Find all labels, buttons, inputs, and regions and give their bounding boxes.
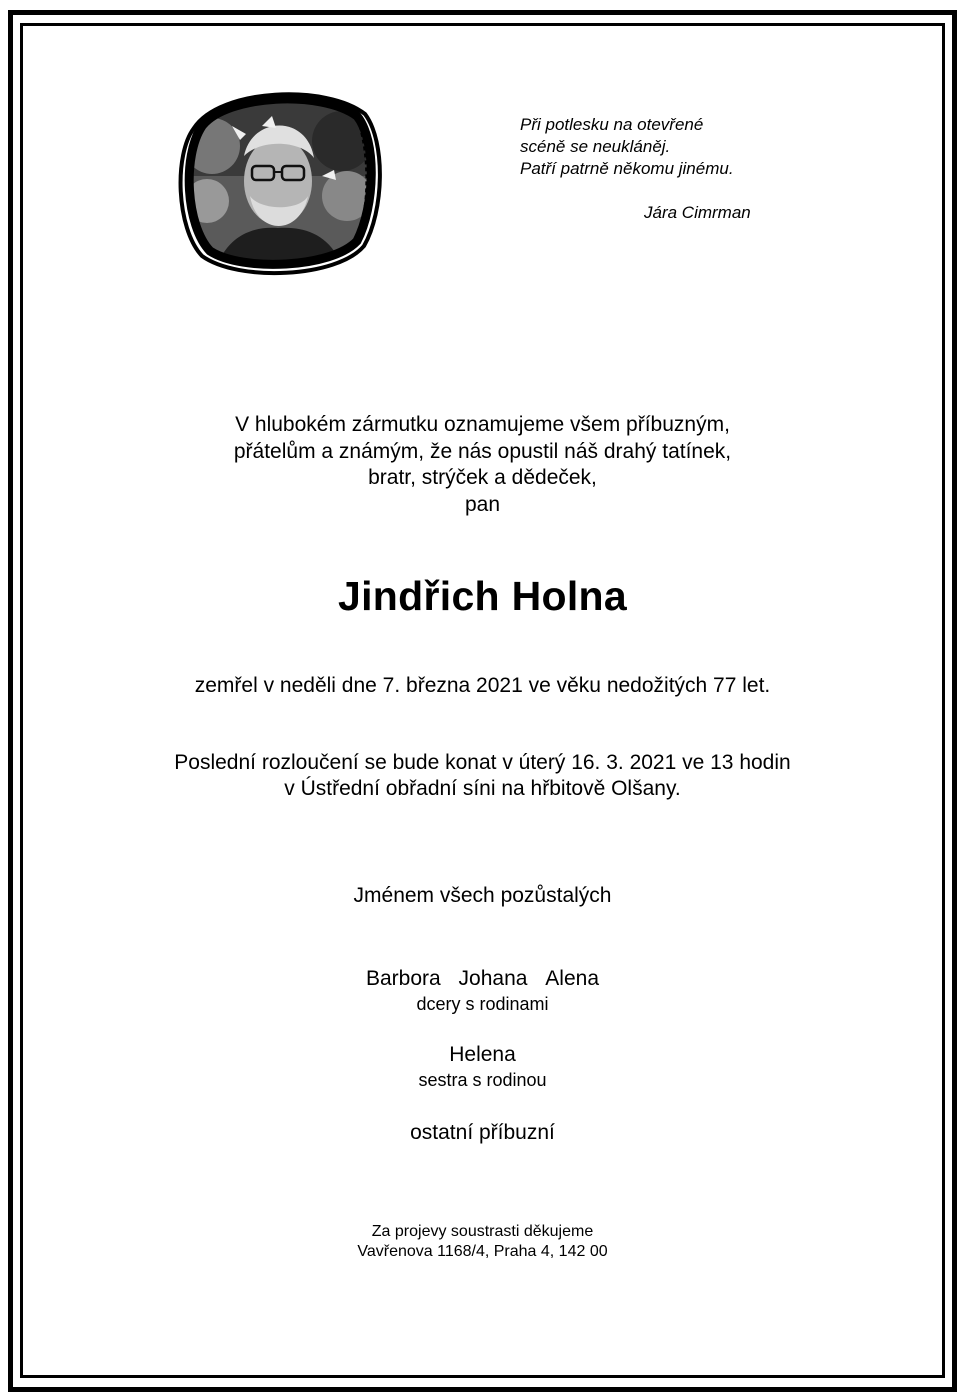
portrait-photo [172, 86, 384, 282]
announcement [0, 412, 965, 518]
thanks-line: Za projevy soustrasti děkujeme [371, 1223, 594, 1240]
address: Vavřenova 1168/4, Praha 4, 142 00 [357, 1243, 608, 1260]
funeral-line: Poslední rozloučení se bude konat v úterý 16. 3. 2021 ve 13 hodin [174, 751, 791, 774]
announcement-line: bratr, strýček a dědeček, [368, 466, 597, 489]
mourners-sister [0, 1042, 965, 1092]
mourner-relation: dcery s rodinami [416, 994, 549, 1014]
death-notice: zemřel v neděli dne 7. března 2021 ve věku nedožitých 77 let. [194, 674, 771, 697]
motto-author: Jára Cimrman [644, 203, 751, 222]
mourner-name: Johana [458, 967, 528, 990]
mourners-daughters [0, 966, 965, 1016]
on-behalf: Jménem všech pozůstalých [353, 884, 612, 907]
funeral-line: v Ústřední obřadní síni na hřbitově Olšany. [284, 777, 681, 800]
inner-border [20, 23, 945, 1378]
announcement-line: pan [464, 492, 501, 516]
mourner-name: Helena [449, 1043, 516, 1066]
mourner-name: Barbora [365, 967, 441, 990]
motto-quote [520, 114, 820, 222]
motto-line: Patří patrně někomu jinému. [520, 159, 734, 178]
mourner-name: Alena [545, 967, 600, 990]
announcement-line: přátelům a známým, že nás opustil náš drahý tatínek, [233, 439, 732, 463]
mourner-names [0, 966, 965, 992]
deceased-name: Jindřich Holna [338, 573, 627, 619]
mourner-relation: sestra s rodinou [418, 1070, 547, 1090]
motto-line: scéně se neukláněj. [520, 137, 671, 156]
motto-line: Při potlesku na otevřené [520, 115, 704, 134]
funeral-details [0, 750, 965, 802]
thanks-note [0, 1222, 965, 1262]
other-relatives: ostatní příbuzní [410, 1121, 555, 1144]
announcement-line: V hlubokém zármutku oznamujeme všem příbuzným, [235, 413, 730, 436]
